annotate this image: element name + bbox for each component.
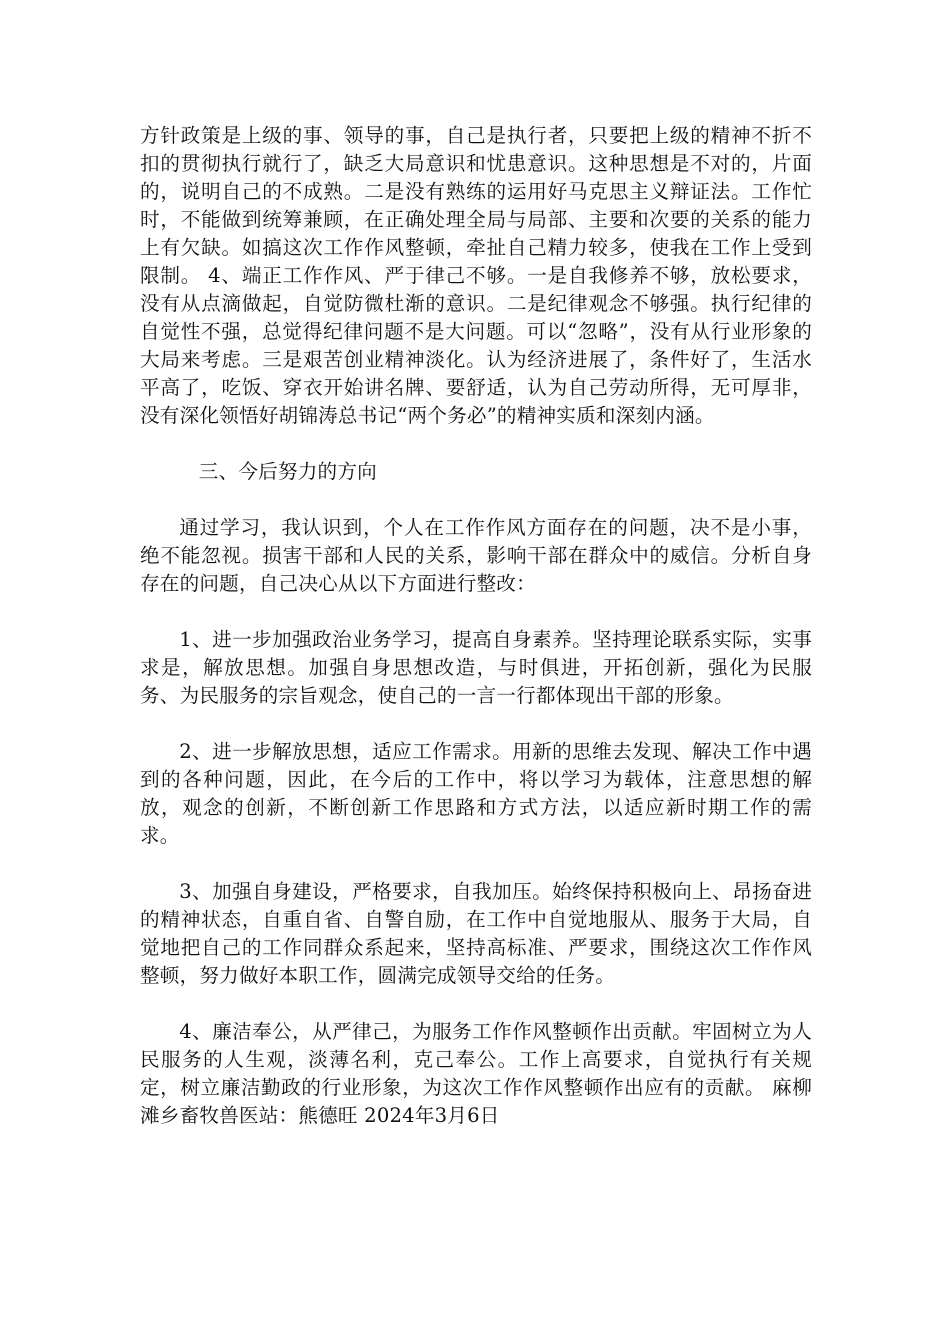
paragraph-item-3: 3、加强自身建设，严格要求，自我加压。始终保持积极向上、昂扬奋进的精神状态，自重自省、自警自励，在工作中自觉地服从、服务于大局，自觉地把自己的工作同群众系起来，坚持高标准、严要求，围绕这次工作作风整顿，努力做好本职工作，圆满完成领导交给的任务。 bbox=[140, 880, 812, 987]
paragraph-intro: 通过学习，我认识到，个人在工作作风方面存在的问题，决不是小事，绝不能忽视。损害干部和人民的关系，影响干部在群众中的威信。分析自身存在的问题，自己决心从以下方面进行整改： bbox=[140, 516, 812, 595]
paragraph-item-2: 2、进一步解放思想，适应工作需求。用新的思维去发现、解决工作中遇到的各种问题，因此，在今后的工作中，将以学习为载体，注意思想的解放，观念的创新，不断创新工作思路和方式方法，以适应新时期工作的需求。 bbox=[140, 740, 812, 847]
paragraph-continuation: 方针政策是上级的事、领导的事，自己是执行者，只要把上级的精神不折不扣的贯彻执行就行了，缺乏大局意识和忧患意识。这种思想是不对的，片面的，说明自己的不成熟。二是没有熟练的运用好马克思主义辩证法。工作忙时，不能做到统筹兼顾，在正确处理全局与局部、主要和次要的关系的能力上有欠缺。如搞这次工作作风整顿，牵扯自己精力较多，使我在工作上受到限制。 4、端正工作作风、严于律己不够。一是自我修养不够，放松要求，没有从点滴做起，自觉防微杜渐的意识。二是纪律观念不够强。执行纪律的自觉性不强，总觉得纪律问题不是大问题。可以“忽略”，没有从行业形象的大局来考虑。三是艰苦创业精神淡化。认为经济进展了，条件好了，生活水平高了，吃饭、穿衣开始讲名牌、要舒适，认为自己劳动所得，无可厚非，没有深化领悟好胡锦涛总书记“两个务必”的精神实质和深刻内涵。 bbox=[140, 124, 812, 427]
paragraph-item-1: 1、进一步加强政治业务学习，提高自身素养。坚持理论联系实际，实事求是，解放思想。加强自身思想改造，与时俱进，开拓创新，强化为民服务、为民服务的宗旨观念，使自己的一言一行都体现出干部的形象。 bbox=[140, 628, 812, 707]
paragraph-item-4-signature: 4、廉洁奉公，从严律己，为服务工作作风整顿作出贡献。牢固树立为人民服务的人生观，淡薄名利，克己奉公。工作上高要求，自觉执行有关规定，树立廉洁勤政的行业形象，为这次工作作风整顿作出应有的贡献。 麻柳滩乡畜牧兽医站：熊德旺 2024年3月6日 bbox=[140, 1020, 812, 1127]
section-heading: 三、今后努力的方向 bbox=[198, 460, 377, 483]
document-body bbox=[140, 122, 812, 1158]
